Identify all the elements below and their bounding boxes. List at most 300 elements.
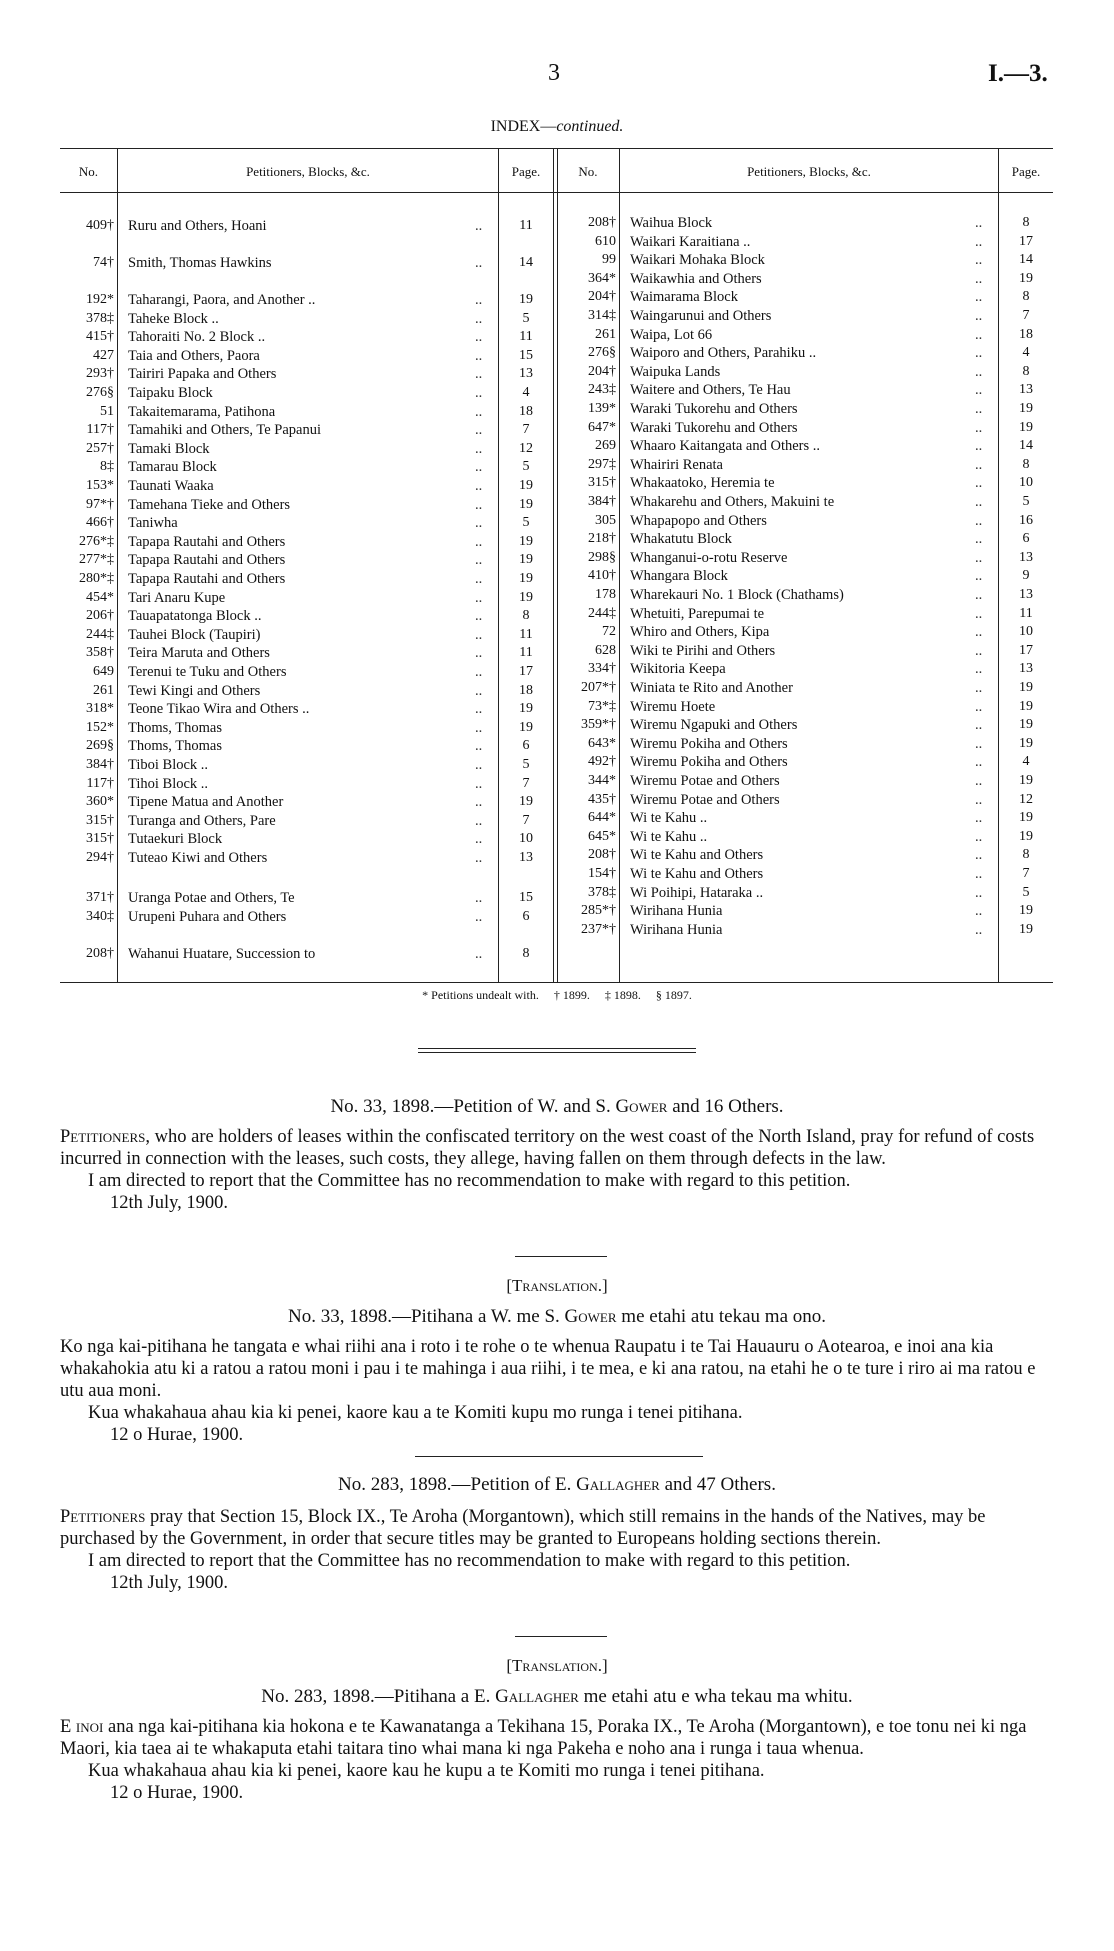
index-entry-page: 11 bbox=[519, 626, 533, 642]
index-entry-number: 298§ bbox=[588, 549, 616, 565]
index-entry-page: 8 bbox=[1022, 847, 1030, 863]
index-entry-page: 8 bbox=[522, 946, 530, 961]
index-entry-number: 378‡ bbox=[588, 884, 616, 900]
leader-dots: .. bbox=[975, 754, 983, 771]
index-entry-number: 218† bbox=[588, 531, 616, 547]
leader-dots: .. bbox=[975, 438, 983, 455]
leader-dots: .. bbox=[975, 828, 983, 845]
index-entry-number: 152* bbox=[86, 719, 114, 735]
leader-dots: .. bbox=[975, 735, 983, 752]
petition-1-maori-body: Ko nga kai-pitihana he tangata e whai riihi ana i roto i te rohe o te whenua Raupatu i te Tai Hauauru o Aotearoa, e inoi ana kia whakahokia atu ki a ratou a ratou moni i pau i te mahinga i aua riihi, i te mea, e ki ana ratou, na etahi he o te ture i riro ai ma ratou e utu aua moni. Kua whakahaua ahau kia ki penei, kaore kau a te Komiti kupu mo runga i tenei pitihana. 12 o Hurae, 1900. bbox=[60, 1337, 1036, 1445]
index-entry-name: Tapapa Rautahi and Others bbox=[128, 571, 286, 587]
index-entry-page: 19 bbox=[1019, 270, 1033, 286]
leader-dots: .. bbox=[475, 812, 483, 829]
index-entry-number: 649 bbox=[93, 664, 114, 679]
leader-dots: .. bbox=[475, 552, 483, 569]
index-entry-number: 153* bbox=[86, 478, 114, 493]
leader-dots: .. bbox=[475, 218, 483, 234]
index-entry-name: Taharangi, Paora, and Another .. bbox=[128, 292, 316, 308]
leader-dots: .. bbox=[475, 909, 483, 925]
index-entry-name: Tari Anaru Kupe bbox=[128, 589, 226, 606]
index-entry-page: 17 bbox=[1019, 233, 1033, 249]
leader-dots: .. bbox=[475, 496, 483, 513]
index-entry-page: 8 bbox=[522, 608, 530, 624]
index-entry-number: 277*‡ bbox=[79, 552, 114, 568]
index-entry-name: Whangara Block bbox=[630, 568, 728, 585]
leader-dots: .. bbox=[475, 422, 483, 439]
index-entry-name: Waraki Tukorehu and Others bbox=[630, 401, 798, 417]
leader-dots: .. bbox=[975, 531, 983, 548]
index-entry-number: 261 bbox=[595, 326, 616, 342]
leader-dots: .. bbox=[475, 533, 483, 550]
index-entry-page: 19 bbox=[519, 701, 533, 717]
index-entry-name: Tihoi Block .. bbox=[128, 775, 209, 792]
header-petitioners: Petitioners, Blocks, &c. bbox=[246, 164, 370, 179]
index-entry-number: 276§ bbox=[588, 345, 616, 361]
index-entry-page: 15 bbox=[519, 347, 533, 363]
index-entry-number: 318* bbox=[86, 701, 114, 717]
index-entry-name: Wi te Kahu and Others bbox=[630, 866, 764, 882]
index-entry-page: 19 bbox=[519, 292, 533, 307]
section-divider bbox=[418, 1052, 696, 1053]
index-entry-number: 280*‡ bbox=[79, 571, 114, 586]
index-entry-name: Taunati Waaka bbox=[128, 478, 214, 494]
document-reference: I.—3. bbox=[988, 60, 1048, 87]
leader-dots: .. bbox=[975, 847, 983, 864]
index-entry-page: 19 bbox=[519, 496, 533, 512]
index-entry-name: Waihua Block bbox=[630, 215, 713, 231]
index-entry-page: 4 bbox=[522, 385, 530, 400]
index-entry-page: 13 bbox=[1019, 587, 1033, 602]
index-entry-number: 269 bbox=[595, 438, 616, 454]
index-entry-number: 358† bbox=[86, 645, 114, 661]
index-entry-number: 51 bbox=[100, 403, 114, 419]
index-entry-page: 19 bbox=[1019, 828, 1033, 844]
index-entry-name: Teira Maruta and Others bbox=[128, 645, 270, 662]
leader-dots: .. bbox=[975, 717, 983, 734]
index-entry-number: 117† bbox=[86, 422, 114, 438]
index-entry-number: 314‡ bbox=[588, 308, 616, 323]
index-entry-number: 610 bbox=[595, 233, 616, 249]
index-entry-number: 204† bbox=[588, 363, 616, 379]
leader-dots: .. bbox=[975, 884, 983, 901]
index-entry-name: Waipa, Lot 66 bbox=[630, 326, 713, 343]
index-entry-number: 334† bbox=[588, 661, 616, 677]
petition-2-title: No. 283, 1898.—Petition of E. Gallagher and 47 Others. bbox=[338, 1474, 776, 1495]
index-entry-page: 11 bbox=[519, 329, 533, 345]
index-entry-page: 19 bbox=[519, 533, 533, 549]
index-entry-name: Wiremu Hoete bbox=[630, 698, 716, 715]
index-entry-number: 371† bbox=[86, 890, 114, 905]
index-entry-name: Turanga and Others, Pare bbox=[128, 812, 276, 829]
index-entry-page: 19 bbox=[519, 794, 533, 810]
index-entry-page: 11 bbox=[519, 218, 533, 233]
leader-dots: .. bbox=[475, 738, 483, 755]
leader-dots: .. bbox=[975, 289, 983, 306]
index-entry-number: 384† bbox=[588, 494, 616, 509]
page-number: 3 bbox=[548, 60, 560, 86]
index-entry-name: Whakaatoko, Heremia te bbox=[630, 475, 775, 492]
index-entry-name: Uranga Potae and Others, Te bbox=[128, 890, 295, 906]
index-entry-page: 19 bbox=[1019, 810, 1033, 826]
index-entry-page: 17 bbox=[519, 664, 533, 679]
index-entry-name: Taheke Block .. bbox=[128, 310, 219, 327]
index-entry-page: 7 bbox=[522, 812, 530, 828]
leader-dots: .. bbox=[475, 571, 483, 587]
index-entry-number: 8‡ bbox=[100, 459, 114, 475]
table-bottom-rule bbox=[60, 982, 1053, 983]
index-entry-name: Waimarama Block bbox=[630, 289, 738, 306]
index-entry-name: Wi te Kahu and Others bbox=[630, 847, 764, 864]
index-entry-number: 208† bbox=[588, 215, 616, 230]
leader-dots: .. bbox=[475, 890, 483, 906]
index-entry-name: Waraki Tukorehu and Others bbox=[630, 419, 798, 436]
index-entry-number: 204† bbox=[588, 289, 616, 305]
index-entry-name: Ruru and Others, Hoani bbox=[128, 218, 267, 234]
leader-dots: .. bbox=[975, 215, 983, 231]
index-title bbox=[0, 118, 1114, 136]
index-entry-number: 492† bbox=[588, 754, 616, 770]
header-page: Page. bbox=[511, 164, 541, 179]
index-entry-page: 18 bbox=[519, 403, 533, 419]
index-entry-page: 19 bbox=[519, 478, 533, 493]
leader-dots: .. bbox=[975, 698, 983, 715]
leader-dots: .. bbox=[475, 255, 483, 271]
index-entry-number: 72 bbox=[602, 624, 616, 640]
leader-dots: .. bbox=[975, 773, 983, 789]
leader-dots: .. bbox=[475, 850, 483, 866]
index-entry-page: 4 bbox=[1022, 345, 1030, 361]
index-entry-page: 13 bbox=[1019, 382, 1033, 398]
leader-dots: .. bbox=[475, 478, 483, 494]
index-entry-number: 117† bbox=[86, 775, 114, 791]
index-entry-number: 257† bbox=[86, 440, 114, 456]
index-entry-page: 14 bbox=[1019, 438, 1033, 454]
index-entry-name: Whiro and Others, Kipa bbox=[630, 624, 770, 641]
index-entry-number: 207*† bbox=[581, 680, 616, 695]
header-no-right: No. bbox=[578, 164, 598, 179]
index-entry-page: 19 bbox=[1019, 419, 1033, 435]
index-entry-name: Tamahiki and Others, Te Papanui bbox=[128, 422, 322, 439]
leader-dots: .. bbox=[975, 903, 983, 920]
leader-dots: .. bbox=[975, 680, 983, 696]
leader-dots: .. bbox=[475, 775, 483, 792]
leader-dots: .. bbox=[975, 624, 983, 641]
index-entry-name: Thoms, Thomas bbox=[128, 719, 222, 736]
index-entry-number: 178 bbox=[595, 587, 616, 602]
index-entry-number: 297‡ bbox=[588, 456, 616, 472]
index-entry-page: 8 bbox=[1022, 289, 1030, 305]
leader-dots: .. bbox=[475, 385, 483, 401]
index-entry-name: Tiboi Block .. bbox=[128, 757, 209, 773]
leader-dots: .. bbox=[975, 233, 983, 250]
index-entry-name: Wi Poihipi, Hataraka .. bbox=[630, 884, 764, 901]
leader-dots: .. bbox=[975, 605, 983, 622]
index-title-text: INDEX— bbox=[490, 118, 557, 135]
index-entry-page: 19 bbox=[1019, 903, 1033, 919]
translation-label-2: [Translation.] bbox=[506, 1656, 608, 1675]
index-entry-page: 5 bbox=[522, 757, 530, 772]
leader-dots: .. bbox=[475, 701, 483, 718]
index-entry-name: Tutaekuri Block bbox=[128, 831, 223, 848]
index-entry-page: 19 bbox=[1019, 773, 1033, 788]
index-entry-number: 378‡ bbox=[86, 310, 114, 326]
index-entry-page: 18 bbox=[1019, 326, 1033, 342]
index-entry-name: Winiata te Rito and Another bbox=[630, 680, 793, 696]
index-entry-name: Tamarau Block bbox=[128, 459, 217, 476]
leader-dots: .. bbox=[475, 347, 483, 364]
index-entry-number: 206† bbox=[86, 608, 114, 624]
index-entry-page: 14 bbox=[1019, 252, 1033, 268]
index-entry-page: 6 bbox=[522, 738, 530, 754]
index-entry-page: 5 bbox=[1022, 884, 1030, 900]
leader-dots: .. bbox=[475, 608, 483, 625]
index-entry-name: Whanganui-o-rotu Reserve bbox=[630, 549, 788, 566]
petition-1-maori-title: No. 33, 1898.—Pitihana a W. me S. Gower me etahi atu tekau ma ono. bbox=[287, 1306, 827, 1327]
index-entry-page: 19 bbox=[1019, 680, 1033, 695]
leader-dots: .. bbox=[475, 645, 483, 662]
leader-dots: .. bbox=[975, 549, 983, 566]
index-entry-name: Whetuiti, Parepumai te bbox=[630, 605, 765, 622]
index-entry-page: 19 bbox=[519, 719, 533, 735]
petition-2-maori-title: No. 283, 1898.—Pitihana a E. Gallagher me etahi atu e wha tekau ma whitu. bbox=[261, 1686, 853, 1707]
leader-dots: .. bbox=[975, 363, 983, 380]
index-entry-number: 139* bbox=[588, 401, 616, 416]
index-entry-name: Wiremu Pokiha and Others bbox=[630, 754, 788, 771]
index-entry-page: 6 bbox=[1022, 531, 1030, 547]
leader-dots: .. bbox=[475, 310, 483, 327]
index-entry-name: Tamaki Block bbox=[128, 440, 210, 457]
index-entry-number: 466† bbox=[86, 515, 114, 531]
leader-dots: .. bbox=[475, 626, 483, 643]
index-entry-number: 435† bbox=[588, 791, 616, 807]
index-entry-name: Waikari Karaitiana .. bbox=[630, 233, 751, 250]
index-entry-name: Tauapatatonga Block .. bbox=[128, 608, 262, 625]
index-entry-name: Whaaro Kaitangata and Others .. bbox=[630, 438, 821, 455]
index-entry-name: Thoms, Thomas bbox=[128, 738, 222, 755]
index-entry-number: 360* bbox=[86, 794, 114, 810]
index-entry-page: 9 bbox=[1022, 568, 1030, 584]
index-entry-page: 13 bbox=[519, 850, 533, 865]
leader-dots: .. bbox=[975, 921, 983, 938]
index-entry-name: Tapapa Rautahi and Others bbox=[128, 552, 286, 569]
index-entry-number: 276*‡ bbox=[79, 533, 114, 549]
translation-label-1: [Translation.] bbox=[506, 1276, 608, 1295]
index-entry-number: 427 bbox=[93, 347, 114, 363]
leader-dots: .. bbox=[475, 515, 483, 532]
index-entry-page: 12 bbox=[1019, 791, 1033, 807]
index-footnote: * Petitions undealt with. † 1899. ‡ 1898. § 1897. bbox=[422, 988, 692, 1002]
index-entry-name: Wiremu Potae and Others bbox=[630, 791, 780, 808]
header-no: No. bbox=[78, 164, 99, 179]
index-entry-name: Waipuka Lands bbox=[630, 363, 721, 380]
index-entry-page: 7 bbox=[1022, 866, 1030, 881]
index-entry-page: 10 bbox=[1019, 475, 1033, 491]
index-entry-name: Tamehana Tieke and Others bbox=[128, 496, 291, 513]
index-entry-page: 19 bbox=[519, 552, 533, 568]
leader-dots: .. bbox=[975, 326, 983, 343]
index-entry-number: 293† bbox=[86, 366, 114, 382]
petition-1-title: No. 33, 1898.—Petition of W. and S. Gower and 16 Others. bbox=[330, 1096, 784, 1117]
leader-dots: .. bbox=[475, 329, 483, 346]
index-entry-name: Wi te Kahu .. bbox=[630, 810, 708, 827]
index-entry-name: Waiporo and Others, Parahiku .. bbox=[630, 345, 817, 362]
index-entry-name: Wiremu Pokiha and Others bbox=[630, 735, 788, 752]
leader-dots: .. bbox=[475, 664, 483, 680]
index-entry-name: Tewi Kingi and Others bbox=[128, 682, 261, 699]
index-entry-name: Waikawhia and Others bbox=[630, 270, 762, 287]
index-entry-name: Taia and Others, Paora bbox=[128, 347, 260, 364]
index-entry-number: 384† bbox=[86, 757, 114, 772]
petition-1-body: Petitioners, who are holders of leases within the confiscated territory on the west coast of the North Island, pray for refund of costs incurred in connection with the leases, such costs, they allege, having fallen on them through defects in the law. I am directed to report that the Committee has no recommendation to make with regard to this petition. 12th July, 1900. bbox=[60, 1127, 1035, 1213]
leader-dots: .. bbox=[975, 475, 983, 492]
index-entry-name: Whairiri Renata bbox=[630, 456, 723, 473]
leader-dots: .. bbox=[975, 642, 983, 659]
leader-dots: .. bbox=[475, 757, 483, 773]
index-entry-page: 19 bbox=[1019, 921, 1033, 937]
index-entry-number: 97*† bbox=[86, 496, 114, 512]
header-page-right: Page. bbox=[1011, 164, 1041, 179]
index-entry-page: 13 bbox=[1019, 549, 1033, 565]
leader-dots: .. bbox=[975, 382, 983, 399]
leader-dots: .. bbox=[975, 866, 983, 882]
section-divider bbox=[418, 1048, 696, 1049]
leader-dots: .. bbox=[975, 419, 983, 436]
short-rule bbox=[515, 1636, 607, 1637]
index-entry-page: 11 bbox=[519, 645, 533, 661]
index-entry-name: Whakatutu Block bbox=[630, 531, 732, 548]
index-entry-page: 4 bbox=[1022, 754, 1030, 770]
leader-dots: .. bbox=[475, 682, 483, 699]
index-entry-page: 14 bbox=[519, 255, 533, 270]
index-entry-name: Wiremu Ngapuki and Others bbox=[630, 717, 798, 734]
leader-dots: .. bbox=[475, 459, 483, 476]
index-entry-page: 6 bbox=[522, 909, 530, 924]
index-entry-name: Wikitoria Keepa bbox=[630, 661, 726, 678]
index-entry-name: Wirihana Hunia bbox=[630, 903, 723, 920]
index-entry-number: 285*† bbox=[581, 903, 616, 919]
index-entry-page: 5 bbox=[522, 515, 530, 531]
index-entry-page: 7 bbox=[1022, 308, 1030, 323]
index-entry-name: Tapapa Rautahi and Others bbox=[128, 533, 286, 550]
index-entry-name: Wiremu Potae and Others bbox=[630, 773, 780, 789]
index-entry-number: 269§ bbox=[86, 738, 114, 754]
leader-dots: .. bbox=[475, 440, 483, 457]
index-entry-name: Tuteao Kiwi and Others bbox=[128, 850, 268, 866]
index-entry-number: 315† bbox=[86, 831, 114, 847]
index-entry-number: 644* bbox=[588, 810, 616, 826]
index-entry-number: 340‡ bbox=[86, 909, 114, 924]
leader-dots: .. bbox=[475, 589, 483, 606]
index-entry-number: 237*† bbox=[581, 921, 616, 937]
petition-2-body: Petitioners pray that Section 15, Block IX., Te Aroha (Morgantown), which still remains in the hands of the Natives, may be purchased by the Government, in order that secure titles may be granted to Europeans holding sections therein. I am directed to report that the Committee has no recommendation to make with regard to this petition. 12th July, 1900. bbox=[60, 1507, 986, 1593]
index-entry-number: 192* bbox=[86, 292, 114, 307]
section-rule bbox=[415, 1456, 703, 1457]
index-entry-number: 359*† bbox=[581, 717, 616, 733]
leader-dots: .. bbox=[975, 345, 983, 362]
index-entry-name: Waikari Mohaka Block bbox=[630, 252, 765, 269]
index-entry-page: 19 bbox=[1019, 735, 1033, 751]
index-entry-number: 410† bbox=[588, 568, 616, 584]
index-entry-page: 19 bbox=[519, 589, 533, 605]
leader-dots: .. bbox=[975, 308, 983, 324]
index-entry-number: 73*‡ bbox=[588, 698, 616, 714]
index-entry-page: 5 bbox=[1022, 494, 1030, 509]
index-entry-name: Terenui te Tuku and Others bbox=[128, 664, 287, 680]
index-entry-number: 344* bbox=[588, 773, 616, 788]
index-entry-page: 19 bbox=[1019, 717, 1033, 733]
index-entry-page: 11 bbox=[1019, 605, 1033, 621]
index-entry-name: Taipaku Block bbox=[128, 385, 213, 401]
leader-dots: .. bbox=[975, 810, 983, 827]
index-entry-number: 364* bbox=[588, 270, 616, 286]
leader-dots: .. bbox=[975, 401, 983, 417]
leader-dots: .. bbox=[975, 494, 983, 510]
leader-dots: .. bbox=[475, 946, 483, 962]
leader-dots: .. bbox=[975, 587, 983, 603]
leader-dots: .. bbox=[975, 661, 983, 678]
index-entry-page: 7 bbox=[522, 775, 530, 791]
index-entry-page: 19 bbox=[1019, 698, 1033, 714]
index-entry-page: 13 bbox=[1019, 661, 1033, 677]
index-entry-number: 415† bbox=[86, 329, 114, 345]
leader-dots: .. bbox=[475, 403, 483, 420]
index-entry-page: 10 bbox=[519, 831, 533, 847]
index-entry-page: 10 bbox=[1019, 624, 1033, 640]
leader-dots: .. bbox=[975, 791, 983, 808]
index-entry-number: 154† bbox=[588, 866, 616, 881]
index-entry-number: 208† bbox=[86, 946, 114, 961]
index-entry-page: 8 bbox=[1022, 456, 1030, 472]
index-entry-number: 243‡ bbox=[588, 382, 616, 398]
index-entry-page: 15 bbox=[519, 890, 533, 905]
index-entry-page: 8 bbox=[1022, 215, 1030, 230]
leader-dots: .. bbox=[475, 366, 483, 383]
index-entry-page: 5 bbox=[522, 310, 530, 326]
index-entry-number: 99 bbox=[602, 252, 616, 268]
index-entry-name: Takaitemarama, Patihona bbox=[128, 403, 276, 420]
leader-dots: .. bbox=[975, 568, 983, 585]
index-entry-number: 645* bbox=[588, 828, 616, 844]
index-entry-name: Whapapopo and Others bbox=[630, 512, 767, 529]
index-entry-number: 315† bbox=[588, 475, 616, 491]
index-entry-number: 276§ bbox=[86, 385, 114, 400]
index-entry-number: 628 bbox=[595, 642, 616, 658]
column-divider bbox=[619, 148, 620, 982]
index-entry-page: 13 bbox=[519, 366, 533, 382]
column-divider bbox=[117, 148, 118, 982]
index-entry-name: Tairiri Papaka and Others bbox=[128, 366, 277, 383]
index-entry-name: Smith, Thomas Hawkins bbox=[128, 255, 272, 271]
leader-dots: .. bbox=[475, 831, 483, 848]
short-rule bbox=[515, 1256, 607, 1257]
index-entry-number: 647* bbox=[588, 419, 616, 435]
index-entry-name: Wahanui Huatare, Succession to bbox=[128, 946, 316, 962]
index-entry-number: 244‡ bbox=[588, 605, 616, 621]
index-entry-number: 244‡ bbox=[86, 626, 114, 642]
index-entry-page: 19 bbox=[519, 571, 533, 586]
leader-dots: .. bbox=[975, 512, 983, 529]
index-entry-page: 8 bbox=[1022, 363, 1030, 379]
index-entry-number: 74† bbox=[93, 255, 114, 270]
index-entry-number: 305 bbox=[595, 512, 616, 528]
index-entry-page: 12 bbox=[519, 440, 533, 456]
index-entry-number: 454* bbox=[86, 589, 114, 605]
index-entry-number: 294† bbox=[86, 850, 114, 865]
index-entry-name: Waingarunui and Others bbox=[630, 308, 772, 324]
index-entry-number: 261 bbox=[93, 682, 114, 698]
leader-dots: .. bbox=[475, 292, 483, 308]
